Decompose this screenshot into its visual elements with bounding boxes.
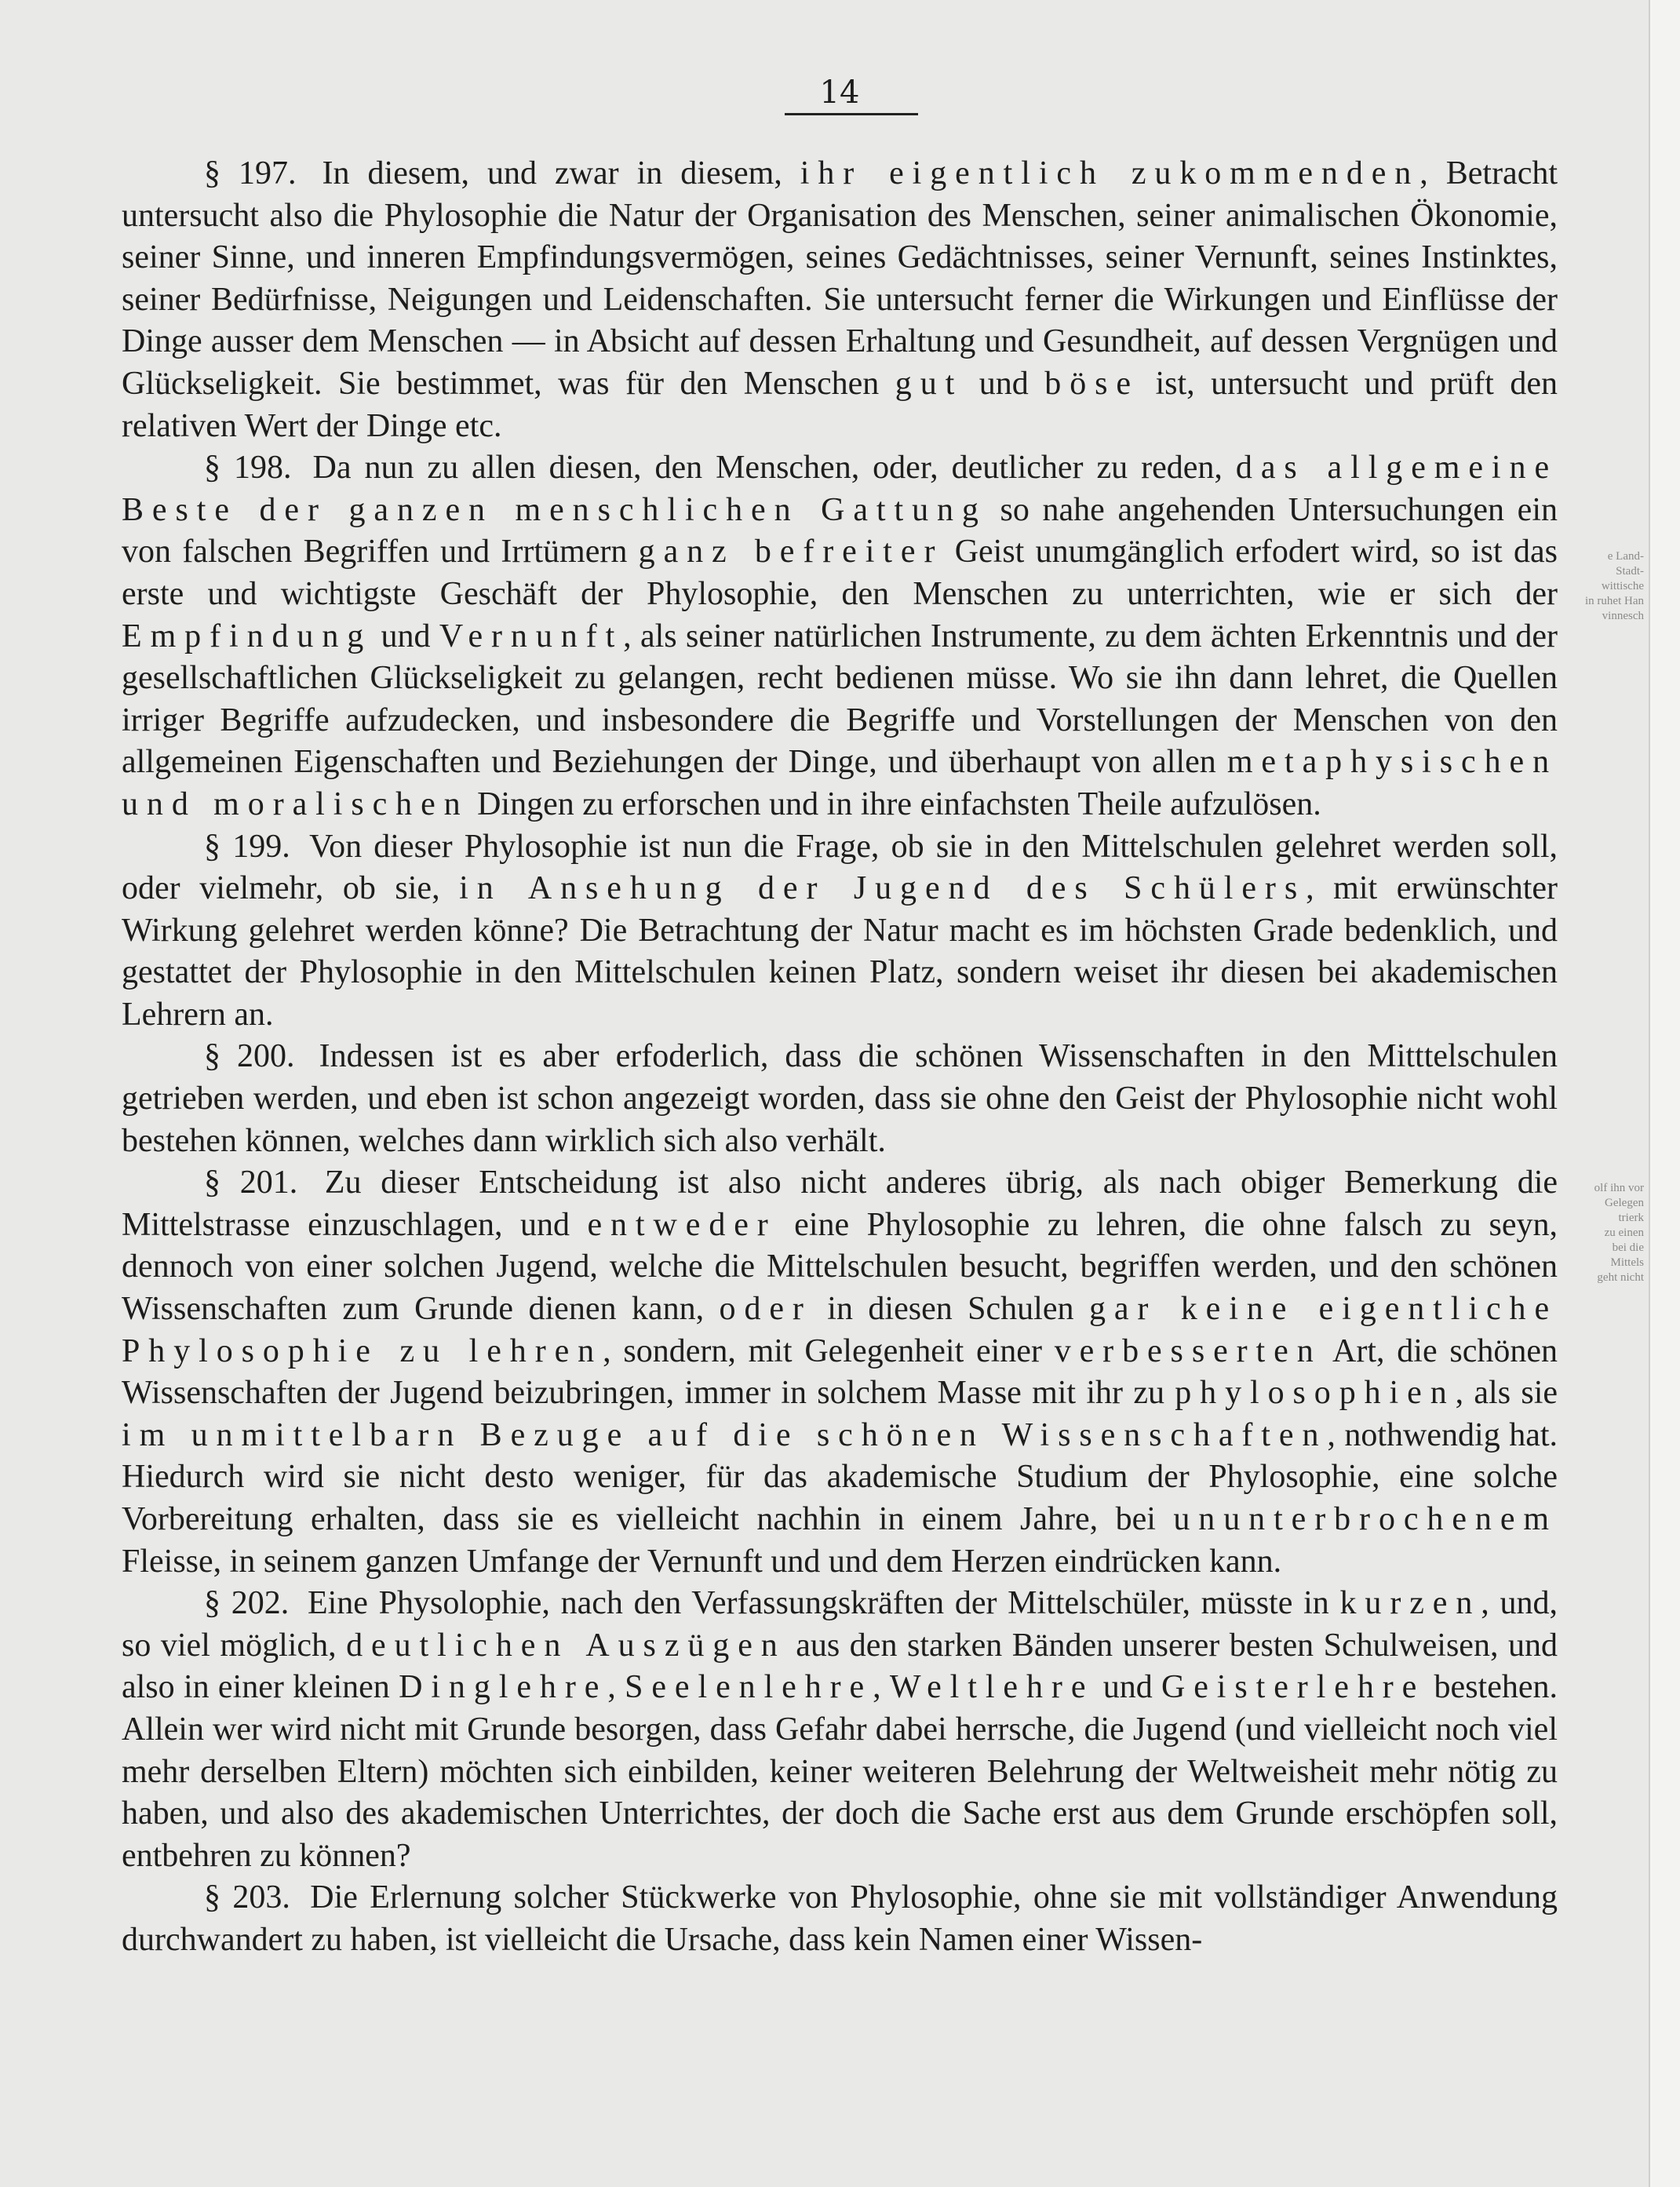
- spaced-emphasis: Seelenlehre: [625, 1669, 873, 1706]
- spaced-emphasis: Empfindung: [122, 618, 373, 654]
- text-run: Da nun zu allen diesen, den Menschen, oder, deutlicher zu reden,: [299, 450, 1236, 487]
- text-run: aus den starken Bänden unserer besten Schulweisen, und also in einer kleinen: [122, 1627, 1558, 1706]
- paragraph: [122, 447, 1558, 826]
- text-run: , und, so viel möglich,: [122, 1585, 1558, 1664]
- text-run: , als seiner natürlichen Instrumente, zu dem ächten Erkenntnis und der gesellschaftlichen Glückseligkeit zu gelangen, recht bedienen müsse. Wo sie ihn dann lehret, die Quellen irriger Begriffe aufzudecken, und insbesondere die Begriffe und Vorstellungen der Menschen von den allgemeinen Eigenschaften und Beziehungen der Dinge, und überhaupt von allen: [122, 618, 1558, 781]
- text-run: , Betracht untersucht also die Phylosophie die Natur der Organisation des Menschen, seiner animalischen Ökonomie, seiner Sinne, und inneren Empfindungsvermögen, seines Gedächtnisses, seiner Vernunft, seines Instinktes, seiner Bedürfnisse, Neigungen und Leidenschaften. Sie untersucht ferner die Wirkungen und Einflüsse der Dinge ausser dem Menschen — in Absicht auf dessen Erhaltung und Gesundheit, auf dessen Vergnügen und Glückseligkeit. Sie bestimmet, was für den Menschen: [122, 155, 1558, 402]
- paragraph: [122, 153, 1558, 447]
- page-number-rule: [785, 113, 918, 115]
- text-run: und: [1094, 1669, 1161, 1706]
- text-run: in diesen Schulen: [811, 1291, 1089, 1328]
- spaced-emphasis: das allgemeine Beste der ganzen menschlichen Gattung: [122, 450, 1558, 528]
- paragraph: [122, 826, 1558, 1037]
- spaced-emphasis: Dinglehre: [399, 1669, 608, 1706]
- text-run: ist, untersucht und prüft den relativen Wert der Dinge etc.: [122, 365, 1558, 444]
- text-run: Indessen ist es aber erfoderlich, dass die schönen Wissenschaften in den Mitttelschulen getrieben werden, und eben ist schon angezeigt worden, dass sie ohne den Geist der Phylosophie nicht wohl bestehen können, welches dann wirklich sich also verhält.: [122, 1038, 1558, 1159]
- spaced-emphasis: ganz befreiter: [638, 534, 944, 570]
- margin-note: olf ihn vor Gelegen trierk zu einen bei die Mittels geht nicht: [1594, 1182, 1644, 1284]
- spaced-emphasis: ununterbrochenem: [1173, 1501, 1558, 1537]
- spaced-emphasis: ihr eigentlich zukommenden: [800, 155, 1420, 191]
- paragraph: [122, 1877, 1558, 1961]
- text-run: , sondern, mit Gelegenheit einer: [603, 1332, 1055, 1369]
- page-edge: [1649, 0, 1680, 2187]
- spaced-emphasis: oder: [719, 1291, 812, 1328]
- text-run: ,: [607, 1669, 625, 1706]
- text-run: Zu dieser Entscheidung ist also nicht anderes übrig, als nach obiger Bemerkung die Mittelstrasse einzuschlagen, und: [122, 1165, 1558, 1243]
- spaced-emphasis: metaphysischen und moralischen: [122, 744, 1558, 822]
- text-run: , mit erwünschter Wirkung gelehret werden könne? Die Betrachtung der Natur macht es im höchsten Grade bedenklich, und gestattet der Phylosophie in den Mittelschulen keinen Platz, sondern weiset ihr diesen bei akademischen Lehrern an.: [122, 870, 1558, 1033]
- spaced-emphasis: in Ansehung der Jugend des Schülers: [459, 870, 1306, 907]
- spaced-emphasis: gut: [895, 365, 964, 402]
- spaced-emphasis: gar keine eigentliche Phylosophie zu lehren: [122, 1291, 1558, 1369]
- text-run: Art, die schönen Wissenschaften der Jugend beizubringen, immer in solchem Masse mit ihr zu: [122, 1332, 1558, 1412]
- spaced-emphasis: kurzen: [1339, 1585, 1481, 1622]
- text-run: und: [372, 618, 439, 654]
- spaced-emphasis: deutlichen Auszügen: [346, 1627, 786, 1664]
- text-run: eine Phylosophie zu lehren, die ohne falsch zu seyn, dennoch von einer solchen Jugend, welche die Mittelschulen besucht, begriffen werden, und den schönen Wissenschaften zum Grunde dienen kann,: [122, 1206, 1558, 1328]
- text-run: Dingen zu erforschen und in ihre einfachsten Theile aufzulösen.: [468, 785, 1321, 822]
- spaced-emphasis: im unmittelbarn Bezuge auf die schönen Wissenschaften: [122, 1416, 1328, 1453]
- spaced-emphasis: phylosophien: [1175, 1375, 1456, 1412]
- section-number: § 203.: [204, 1879, 290, 1916]
- body-text: [122, 153, 1558, 1962]
- text-run: , als sie: [1455, 1375, 1558, 1412]
- spaced-emphasis: böse: [1044, 365, 1139, 402]
- text-run: Von dieser Phylosophie ist nun die Frage, ob sie in den Mittelschulen gelehret werden soll, oder vielmehr, ob sie,: [122, 828, 1558, 907]
- spaced-emphasis: Geisterlehre: [1161, 1669, 1426, 1706]
- section-number: § 199.: [204, 828, 290, 865]
- text-run: Die Erlernung solcher Stückwerke von Phylosophie, ohne sie mit vollständiger Anwendung durchwandert zu haben, ist vielleicht die Ursache, dass kein Namen einer Wissen-: [122, 1879, 1558, 1958]
- section-number: § 197.: [204, 155, 297, 191]
- text-run: so nahe angehenden Untersuchungen ein von falschen Begriffen und Irrtümern: [122, 491, 1558, 570]
- paragraph: [122, 1036, 1558, 1162]
- text-run: Eine Physolophie, nach den Verfassungskräften der Mittelschüler, müsste in: [297, 1585, 1340, 1622]
- spaced-emphasis: Vernunft: [439, 618, 624, 654]
- paragraph: [122, 1162, 1558, 1583]
- section-number: § 198.: [204, 450, 292, 487]
- page-number: 14: [819, 75, 860, 111]
- section-number: § 202.: [204, 1585, 290, 1622]
- text-run: In diesem, und zwar in diesem,: [304, 155, 800, 191]
- text-run: ,: [873, 1669, 890, 1706]
- section-number: § 200.: [204, 1038, 295, 1075]
- spaced-emphasis: Weltlehre: [889, 1669, 1095, 1706]
- spaced-emphasis: verbesserten: [1054, 1332, 1322, 1369]
- spaced-emphasis: entweder: [587, 1206, 777, 1243]
- text-run: und: [963, 365, 1045, 402]
- text-run: bestehen. Allein wer wird nicht mit Grunde besorgen, dass Gefahr dabei herrsche, die Jugend (und vielleicht noch viel mehr derselben Eltern) möchten sich einbilden, keiner weiteren Belehrung der Weltweisheit mehr nötig zu haben, und also des akademischen Unterrichtes, der doch die Sache erst aus dem Grunde erschöpfen soll, entbehren zu können?: [122, 1669, 1558, 1874]
- text-run: Fleisse, in seinem ganzen Umfange der Vernunft und und dem Herzen eindrücken kann.: [122, 1543, 1282, 1580]
- text-run: , nothwendig hat. Hiedurch wird sie nicht desto weniger, für das akademische Studium der Phylosophie, eine solche Vorbereitung erhalten, dass sie es vielleicht nachhin in einem Jahre, bei: [122, 1416, 1558, 1537]
- text-run: Geist unumgänglich erfodert wird, so ist das erste und wichtigste Geschäft der Phylosophie, den Menschen zu unterrichten, wie er sich der: [122, 534, 1558, 612]
- section-number: § 201.: [204, 1165, 298, 1201]
- margin-note: e Land- Stadt- wittische in ruhet Han vinnesch: [1585, 550, 1644, 622]
- paragraph: [122, 1583, 1558, 1877]
